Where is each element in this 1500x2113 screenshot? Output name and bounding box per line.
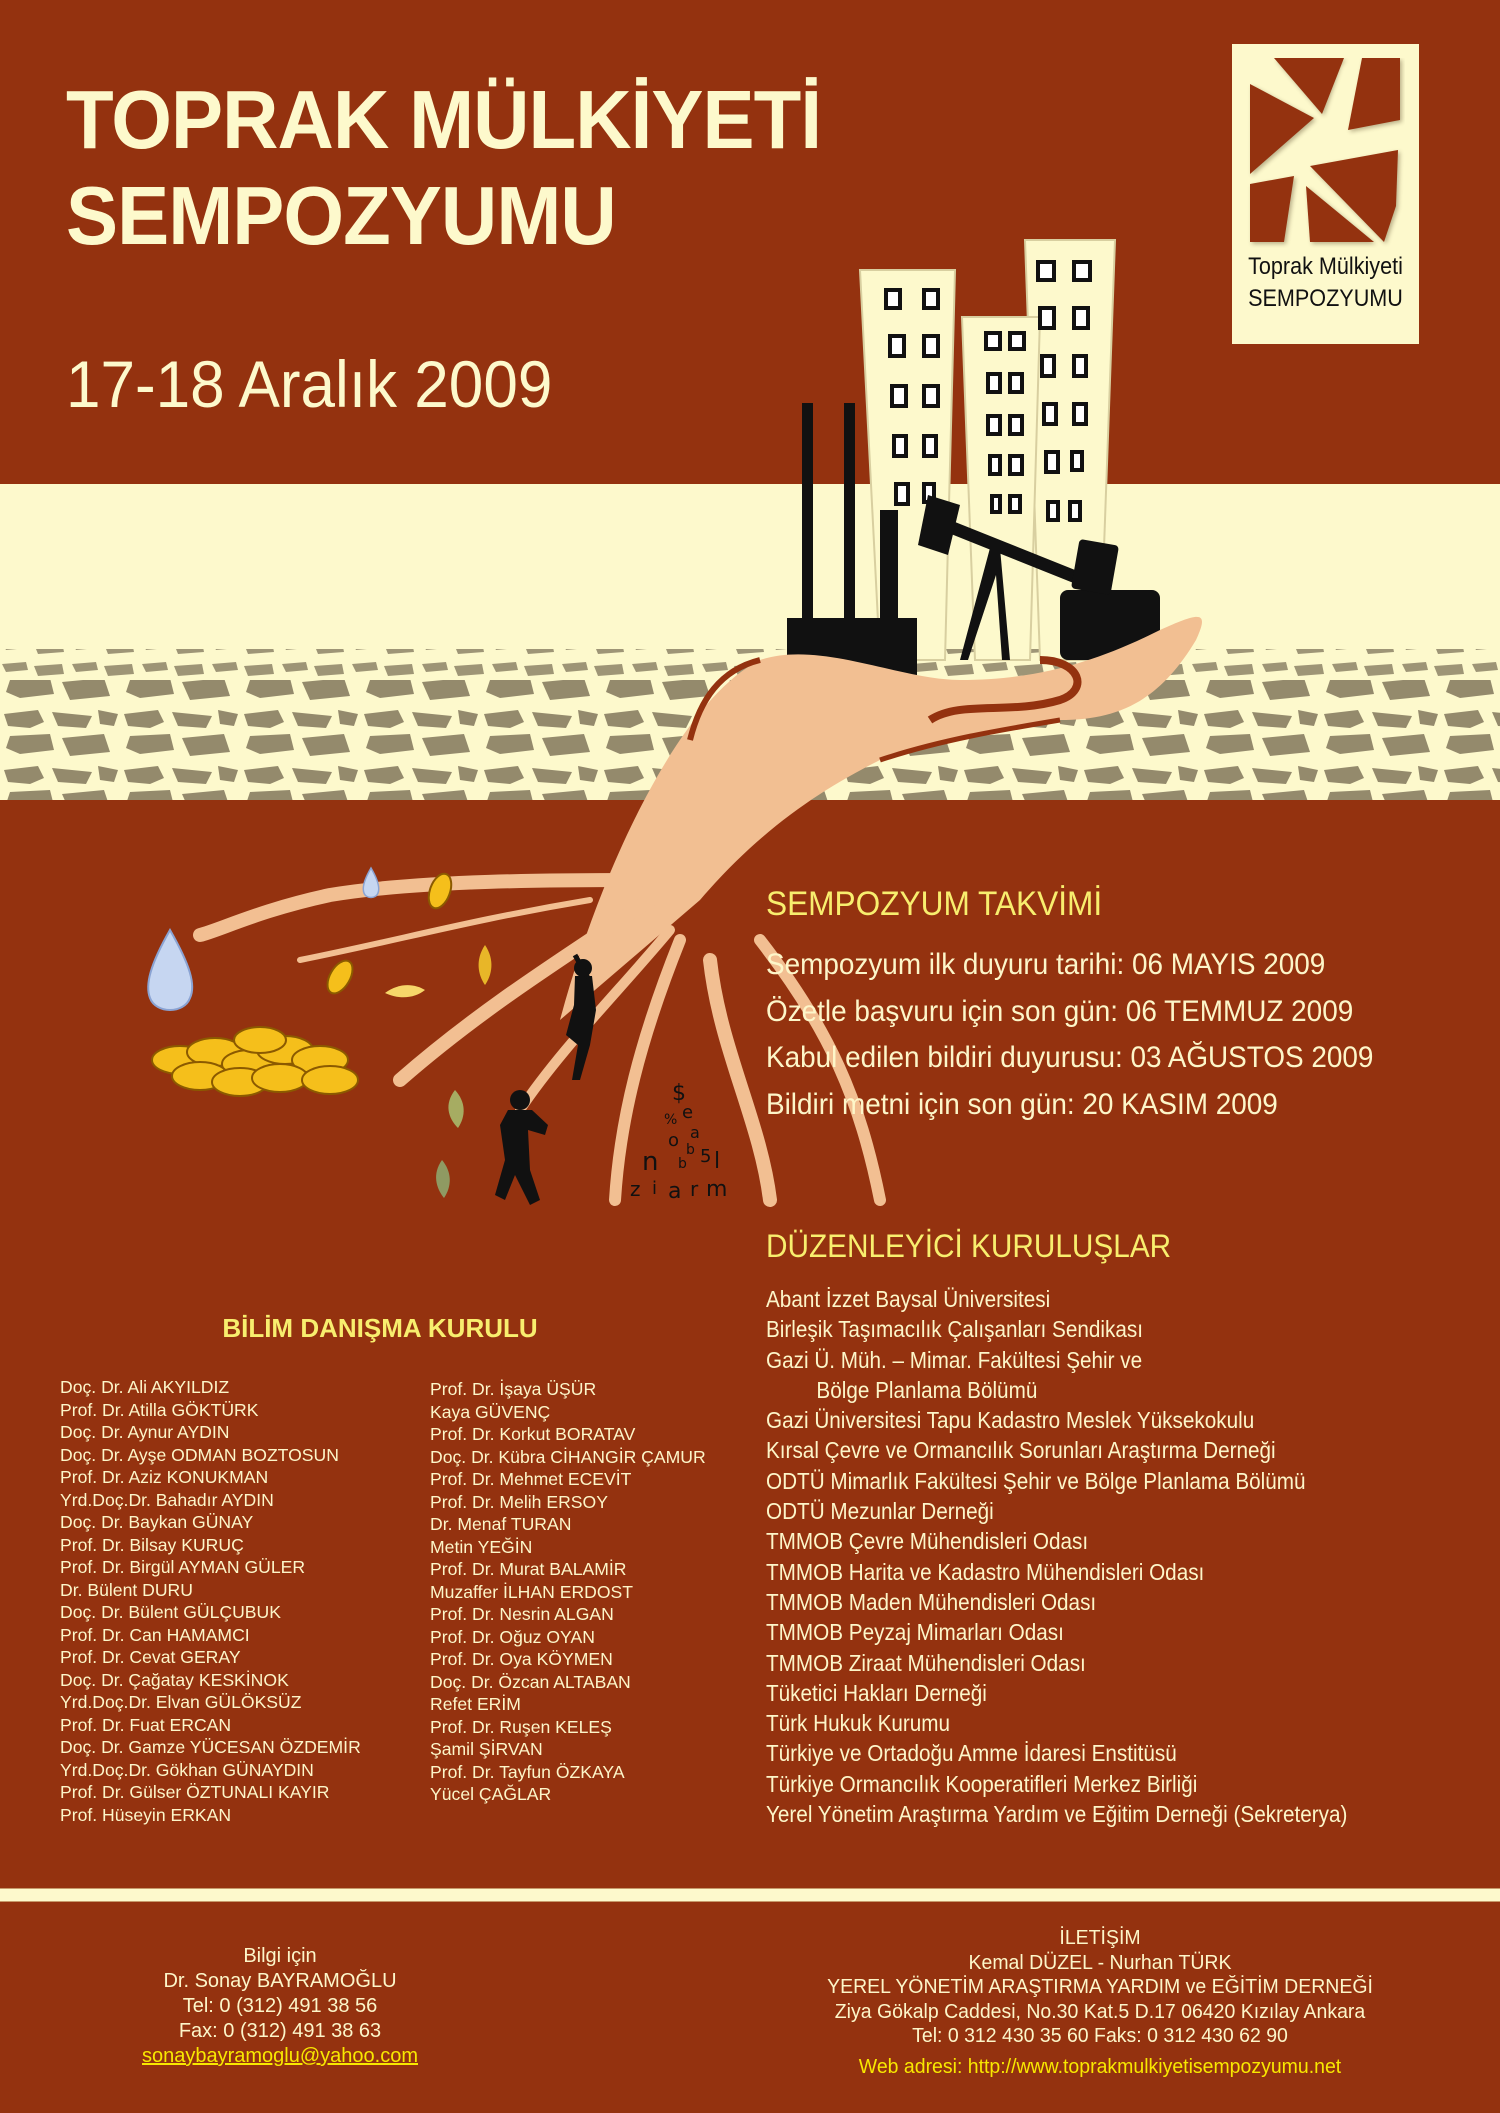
iletisim-phones: Tel: 0 312 430 35 60 Faks: 0 312 430 62 90: [912, 2024, 1288, 2048]
board-member: Refet ERİM: [430, 1694, 521, 1714]
organizer-item: Birleşik Taşımacılık Çalışanları Sendikası: [766, 1316, 1143, 1343]
organizer-item: ODTÜ Mezunlar Derneği: [766, 1498, 994, 1525]
board-member: Doç. Dr. Kübra CİHANGİR ÇAMUR: [430, 1446, 706, 1467]
organizer-item: TMMOB Çevre Mühendisleri Odası: [766, 1528, 1089, 1555]
board-member: Doç. Dr. Çağatay KESKİNOK: [60, 1669, 289, 1690]
board-member: Doç. Dr. Aynur AYDIN: [60, 1422, 230, 1442]
board-member: Yrd.Doç.Dr. Bahadır AYDIN: [60, 1489, 274, 1510]
board-member: Prof. Dr. Atilla GÖKTÜRK: [60, 1399, 259, 1420]
info-label: Bilgi için: [243, 1945, 317, 1967]
svg-text:b: b: [686, 1142, 695, 1158]
svg-text:l: l: [714, 1149, 721, 1174]
schedule-heading: SEMPOZYUM TAKVİMİ: [766, 885, 1103, 923]
board-member: Doç. Dr. Baykan GÜNAY: [60, 1512, 254, 1532]
board-member: Prof. Dr. Mehmet ECEVİT: [430, 1469, 632, 1489]
board-member: Prof. Dr. Fuat ERCAN: [60, 1714, 232, 1735]
organizer-item: Türkiye Ormancılık Kooperatifleri Merkez Birliği: [766, 1770, 1198, 1797]
board-member: Muzaffer İLHAN ERDOST: [430, 1581, 634, 1602]
schedule-item: Sempozyum ilk duyuru tarihi: 06 MAYIS 2009: [766, 948, 1326, 981]
board-member: Doç. Dr. Gamze YÜCESAN ÖZDEMİR: [60, 1737, 361, 1757]
svg-text:m: m: [706, 1177, 728, 1202]
organizer-item: TMMOB Maden Mühendisleri Odası: [766, 1588, 1097, 1615]
info-tel: Tel: 0 (312) 491 38 56: [182, 1995, 378, 2017]
board-member: Prof. Dr. Oya KÖYMEN: [430, 1649, 613, 1669]
event-date: 17-18 Aralık 2009: [66, 347, 553, 421]
svg-text:o: o: [668, 1130, 680, 1151]
info-fax: Fax: 0 (312) 491 38 63: [178, 2020, 382, 2042]
scattered-letters-icon: [630, 1081, 727, 1204]
organizer-item: Kırsal Çevre ve Ormancılık Sorunları Araştırma Derneği: [766, 1437, 1276, 1464]
svg-text:e: e: [682, 1102, 694, 1123]
board-member: Prof. Dr. Can HAMAMCI: [60, 1624, 250, 1645]
advisory-board-column-2: [430, 1378, 706, 1806]
svg-text:a: a: [668, 1179, 682, 1204]
info-email-link[interactable]: sonaybayramoglu@yahoo.com: [141, 2045, 418, 2067]
iletisim-label: İLETİŞİM: [1059, 1926, 1141, 1949]
svg-text:b: b: [678, 1156, 687, 1172]
board-member: Metin YEĞİN: [430, 1536, 533, 1557]
iletisim-address: Ziya Gökalp Caddesi, No.30 Kat.5 D.17 06420 Kızılay Ankara: [834, 1999, 1366, 2023]
schedule-item: Özetle başvuru için son gün: 06 TEMMUZ 2009: [766, 994, 1354, 1028]
organizer-item: Gazi Ü. Müh. – Mimar. Fakültesi Şehir ve: [766, 1346, 1143, 1373]
iletisim-names: Kemal DÜZEL - Nurhan TÜRK: [968, 1950, 1232, 1974]
organizer-item: Türkiye ve Ortadoğu Amme İdaresi Enstitüsü: [766, 1740, 1177, 1767]
board-member: Prof. Dr. Ruşen KELEŞ: [430, 1716, 612, 1737]
organizer-item: TMMOB Ziraat Mühendisleri Odası: [766, 1649, 1086, 1676]
board-member: Yrd.Doç.Dr. Gökhan GÜNAYDIN: [60, 1759, 314, 1780]
footer-divider: [0, 1888, 1500, 1902]
organizer-item: Türk Hukuk Kurumu: [766, 1710, 951, 1737]
board-member: Dr. Bülent DURU: [60, 1579, 193, 1600]
svg-text:a: a: [690, 1123, 700, 1142]
board-member: Doç. Dr. Özcan ALTABAN: [430, 1671, 631, 1692]
svg-text:i: i: [652, 1178, 658, 1199]
organizer-item: TMMOB Peyzaj Mimarları Odası: [766, 1619, 1064, 1646]
schedule-item: Bildiri metni için son gün: 20 KASIM 2009: [766, 1087, 1278, 1121]
board-member: Prof. Dr. Murat BALAMİR: [430, 1559, 627, 1579]
board-member: Şamil ŞİRVAN: [430, 1739, 543, 1759]
svg-text:z: z: [630, 1177, 641, 1201]
board-member: Prof. Dr. Bilsay KURUÇ: [60, 1534, 244, 1555]
board-member: Yrd.Doç.Dr. Elvan GÜLÖKSÜZ: [60, 1692, 302, 1712]
organizer-item: Tüketici Hakları Derneği: [766, 1679, 987, 1706]
board-member: Prof. Dr. Melih ERSOY: [430, 1491, 608, 1512]
board-member: Kaya GÜVENÇ: [430, 1401, 551, 1422]
board-member: Prof. Dr. Gülser ÖZTUNALI KAYIR: [60, 1782, 330, 1802]
logo-text-line-2: SEMPOZYUMU: [1248, 285, 1403, 312]
svg-text:$: $: [672, 1081, 686, 1106]
board-member: Prof. Dr. Korkut BORATAV: [430, 1424, 636, 1444]
organizers-heading: DÜZENLEYİCİ KURULUŞLAR: [766, 1228, 1172, 1264]
organizer-item-continued: Bölge Planlama Bölümü: [816, 1376, 1038, 1403]
logo-text-line-1: Toprak Mülkiyeti: [1248, 253, 1403, 280]
schedule-list: [766, 942, 1373, 1128]
organizer-item: TMMOB Harita ve Kadastro Mühendisleri Odası: [766, 1558, 1205, 1585]
svg-text:5: 5: [700, 1146, 712, 1167]
svg-text:r: r: [690, 1177, 699, 1201]
organizer-item: Gazi Üniversitesi Tapu Kadastro Meslek Yüksekokulu: [766, 1407, 1255, 1434]
svg-text:%: %: [664, 1112, 678, 1128]
organizer-item: ODTÜ Mimarlık Fakültesi Şehir ve Bölge Planlama Bölümü: [766, 1467, 1306, 1494]
advisory-board-column-1: [60, 1376, 361, 1826]
board-member: Prof. Dr. İşaya ÜŞÜR: [430, 1379, 597, 1399]
organizer-item: Abant İzzet Baysal Üniversitesi: [766, 1286, 1051, 1312]
board-member: Doç. Dr. Ayşe ODMAN BOZTOSUN: [60, 1444, 339, 1465]
board-member: Dr. Menaf TURAN: [430, 1514, 572, 1534]
svg-text:n: n: [642, 1147, 659, 1177]
organizer-item: Yerel Yönetim Araştırma Yardım ve Eğitim Derneği (Sekreterya): [766, 1801, 1348, 1828]
board-member: Prof. Dr. Tayfun ÖZKAYA: [430, 1761, 625, 1782]
title-line-1: TOPRAK MÜLKİYETİ: [66, 73, 822, 166]
board-member: Doç. Dr. Ali AKYILDIZ: [60, 1377, 230, 1397]
title-line-2: SEMPOZYUMU: [66, 169, 616, 262]
board-member: Prof. Hüseyin ERKAN: [60, 1804, 232, 1825]
website-link[interactable]: Web adresi: http://www.toprakmulkiyetisempozyumu.net: [858, 2054, 1342, 2078]
board-member: Prof. Dr. Cevat GERAY: [60, 1647, 241, 1667]
organizers-list: [766, 1284, 1347, 1829]
board-member: Prof. Dr. Aziz KONUKMAN: [60, 1467, 269, 1487]
board-member: Doç. Dr. Bülent GÜLÇUBUK: [60, 1602, 281, 1622]
board-member: Yücel ÇAĞLAR: [430, 1784, 552, 1804]
info-name: Dr. Sonay BAYRAMOĞLU: [163, 1970, 397, 1992]
board-member: Prof. Dr. Birgül AYMAN GÜLER: [60, 1557, 306, 1577]
board-member: Prof. Dr. Nesrin ALGAN: [430, 1604, 614, 1624]
schedule-item: Kabul edilen bildiri duyurusu: 03 AĞUSTOS 2009: [766, 1041, 1374, 1074]
advisory-board-heading: BİLİM DANIŞMA KURULU: [222, 1313, 538, 1343]
board-member: Prof. Dr. Oğuz OYAN: [430, 1626, 595, 1647]
info-contact: [100, 1944, 460, 2069]
iletisim-org: YEREL YÖNETİM ARAŞTIRMA YARDIM ve EĞİTİM DERNEĞİ: [827, 1975, 1373, 1999]
iletisim-contact: [720, 1926, 1480, 2080]
